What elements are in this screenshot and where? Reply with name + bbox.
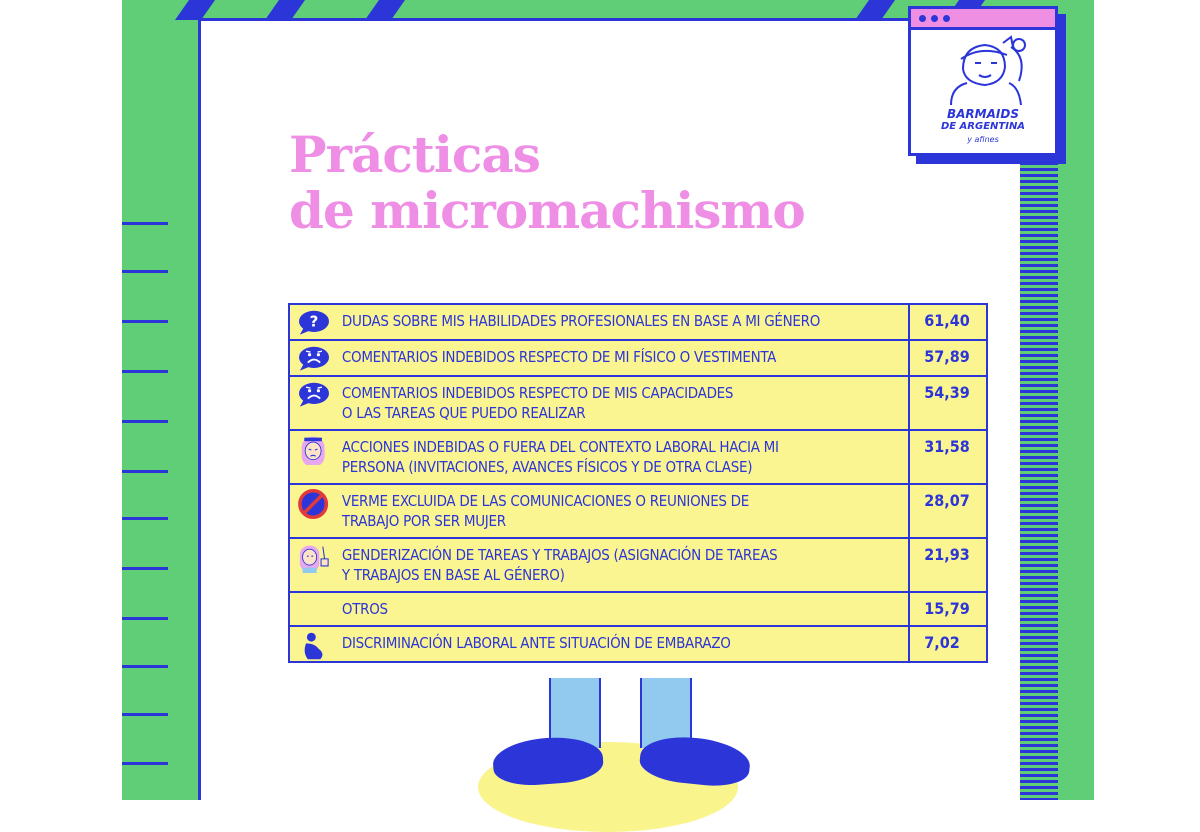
row-icon-cell — [289, 484, 340, 538]
table-row — [289, 626, 987, 662]
row-icon-cell — [289, 376, 340, 430]
ruler-tick — [122, 713, 168, 716]
row-icon-cell — [289, 592, 340, 626]
prohibited-sign-icon — [294, 489, 334, 519]
table-row — [289, 484, 987, 538]
upset-woman-icon — [294, 435, 334, 465]
row-value: 21,93 — [909, 538, 987, 592]
question-bubble-icon — [294, 309, 334, 339]
row-value: 31,58 — [909, 430, 987, 484]
ruler-tick — [122, 617, 168, 620]
row-label: ACCIONES INDEBIDAS O FUERA DEL CONTEXTO LABORAL HACIA MI PERSONA (INVITACIONES, AVANCES FÍSICOS Y DE OTRA CLASE) — [340, 430, 909, 484]
row-label: OTROS — [340, 592, 909, 626]
sad-face-bubble-icon — [294, 381, 334, 411]
ruler-tick — [122, 320, 168, 323]
ruler-tick — [122, 270, 168, 273]
logo-window-bar — [911, 9, 1055, 30]
row-label: COMENTARIOS INDEBIDOS RESPECTO DE MIS CAPACIDADES O LAS TAREAS QUE PUEDO REALIZAR — [340, 376, 909, 430]
ruler-tick — [122, 762, 168, 765]
pregnant-woman-icon — [294, 631, 334, 661]
ruler-tick — [122, 517, 168, 520]
micromachismo-table — [288, 303, 988, 663]
barmaids-logo — [908, 6, 1058, 156]
row-value: 28,07 — [909, 484, 987, 538]
title-line-2: de micromachismo — [289, 181, 805, 240]
table-row — [289, 340, 987, 376]
row-value: 61,40 — [909, 304, 987, 340]
row-icon-cell — [289, 304, 340, 340]
striped-ruler — [1020, 150, 1058, 800]
row-label: VERME EXCLUIDA DE LAS COMUNICACIONES O REUNIONES DE TRABAJO POR SER MUJER — [340, 484, 909, 538]
table-row — [289, 304, 987, 340]
row-value: 57,89 — [909, 340, 987, 376]
page-title — [289, 127, 889, 239]
row-icon-cell — [289, 430, 340, 484]
table-row — [289, 376, 987, 430]
row-label: DUDAS SOBRE MIS HABILIDADES PROFESIONALES EN BASE A MI GÉNERO — [340, 304, 909, 340]
row-label: GENDERIZACIÓN DE TAREAS Y TRABAJOS (ASIGNACIÓN DE TAREAS Y TRABAJOS EN BASE AL GÉNERO) — [340, 538, 909, 592]
ruler-tick — [122, 665, 168, 668]
logo-line1: BARMAIDS — [947, 107, 1019, 121]
woman-pointing-icon — [294, 543, 334, 573]
ruler-tick — [122, 470, 168, 473]
row-icon-cell — [289, 626, 340, 662]
row-label: COMENTARIOS INDEBIDOS RESPECTO DE MI FÍSICO O VESTIMENTA — [340, 340, 909, 376]
row-label: DISCRIMINACIÓN LABORAL ANTE SITUACIÓN DE EMBARAZO — [340, 626, 909, 662]
ruler-tick — [122, 370, 168, 373]
svg-text:?: ? — [309, 312, 319, 331]
ruler-tick — [122, 420, 168, 423]
rosie-illustration-icon — [911, 29, 1055, 109]
table-row — [289, 538, 987, 592]
table-row — [289, 430, 987, 484]
logo-line3: y afines — [967, 135, 999, 144]
ruler-tick — [122, 567, 168, 570]
row-value: 15,79 — [909, 592, 987, 626]
sad-face-bubble-icon — [294, 345, 334, 375]
row-value: 7,02 — [909, 626, 987, 662]
ruler-tick — [122, 222, 168, 225]
table-row — [289, 592, 987, 626]
logo-line2: DE ARGENTINA — [940, 121, 1026, 132]
row-icon-cell — [289, 340, 340, 376]
row-value: 54,39 — [909, 376, 987, 430]
title-line-1: Prácticas — [289, 125, 540, 184]
row-icon-cell — [289, 538, 340, 592]
